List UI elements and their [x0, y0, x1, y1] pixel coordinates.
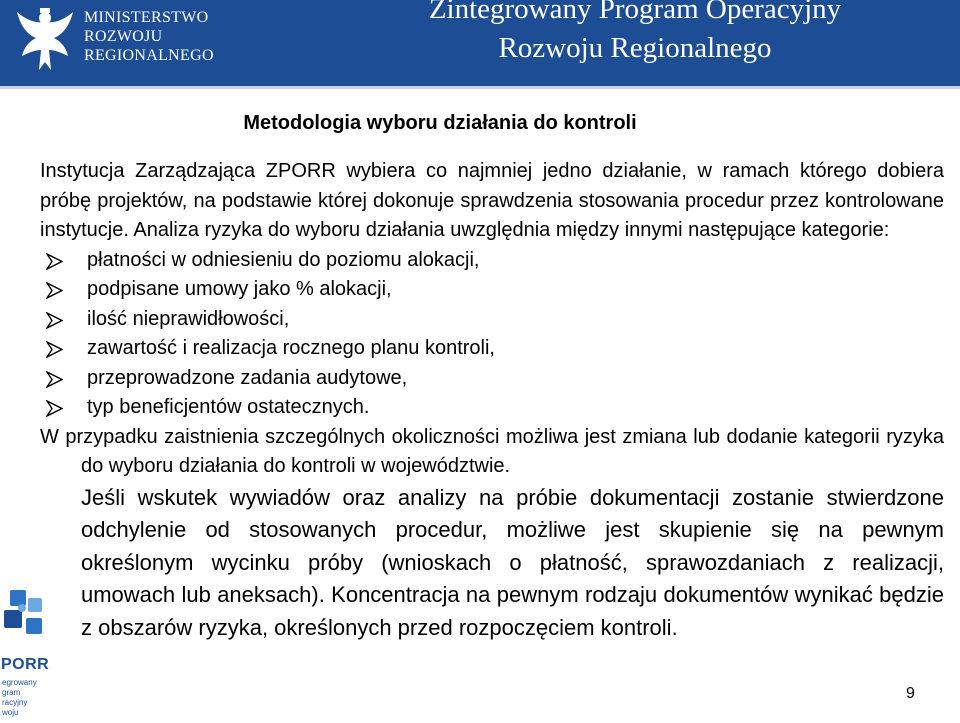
arrow-bullet-icon	[46, 253, 63, 270]
risk-category-list	[40, 246, 944, 423]
arrow-bullet-icon	[46, 400, 63, 417]
list-item-text: ilość nieprawidłowości,	[87, 307, 290, 330]
arrow-bullet-icon	[46, 341, 63, 358]
list-item-text: typ beneficjentów ostatecznych.	[87, 396, 370, 418]
list-item-text: płatności w odniesieniu do poziomu alokacji,	[87, 248, 480, 271]
list-item-text: zawartość i realizacja rocznego planu kontroli,	[87, 337, 495, 359]
program-title-line: Rozwoju Regionalnego	[498, 32, 772, 64]
slide-content	[40, 157, 944, 644]
porr-logo-text: PORR	[1, 656, 50, 673]
porr-subtitle-line: gram	[2, 688, 21, 697]
ministry-line: REGIONALNEGO	[84, 47, 214, 64]
arrow-bullet-icon	[46, 371, 63, 388]
paragraph-text: Jeśli wskutek wywiadów oraz analizy na próbie dokumentacji zostanie stwierdzone odchylenie od stosowanych procedur, możliwe jest skupienie się na pewnym określonym wycinku próby (wnioskach o płatność, sprawozdaniach z realizacji, umowach lub aneksach). Koncentracja na pewnym rodzaju dokumentów wynikać będzie z obszarów ryzyka, określonych przed rozpoczęciem kontroli.	[81, 484, 944, 640]
program-title-line: Zintegrowany Program Operacyjny	[428, 0, 842, 25]
intro-text: Instytucja Zarządzająca ZPORR wybiera co najmniej jedno działanie, w ramach którego dobiera próbę projektów, na podstawie której dokonuje sprawdzenia stosowania procedur przez kontrolowane instytucje. Analiza ryzyka do wyboru działania uwzględnia między innymi następujące kategorie:	[40, 160, 944, 241]
ministry-line: MINISTERSTWO	[84, 9, 209, 26]
list-item	[40, 364, 944, 394]
header-banner	[0, 0, 960, 89]
list-item	[40, 393, 944, 423]
list-item-text: podpisane umowy jako % alokacji,	[87, 278, 392, 300]
ministry-name	[84, 8, 214, 65]
paragraph-deviation	[40, 482, 944, 645]
slide-title: Metodologia wyboru działania do kontroli	[243, 112, 637, 134]
list-item	[40, 334, 944, 364]
list-item	[40, 246, 944, 276]
porr-subtitle-line: racyjny	[2, 698, 28, 707]
list-item-text: przeprowadzone zadania audytowe,	[87, 366, 408, 389]
program-title	[340, 0, 930, 68]
paragraph-text: W przypadku zaistnienia szczególnych okoliczności możliwa jest zmiana lub dodanie kategorii ryzyka do wyboru działania do kontroli w województwie.	[40, 425, 944, 477]
list-item	[40, 275, 944, 305]
porr-subtitle-line: woju	[2, 708, 19, 717]
porr-logo-subtitle	[2, 678, 37, 718]
arrow-bullet-icon	[46, 312, 63, 329]
ministry-line: ROZWOJU	[84, 28, 163, 45]
list-item	[40, 305, 944, 335]
porr-subtitle-line: egrowany	[2, 678, 37, 687]
arrow-bullet-icon	[46, 282, 63, 299]
eagle-emblem-icon	[14, 4, 76, 78]
intro-paragraph	[40, 157, 944, 246]
paragraph-special-circumstances	[40, 423, 944, 482]
page-number: 9	[906, 685, 915, 702]
